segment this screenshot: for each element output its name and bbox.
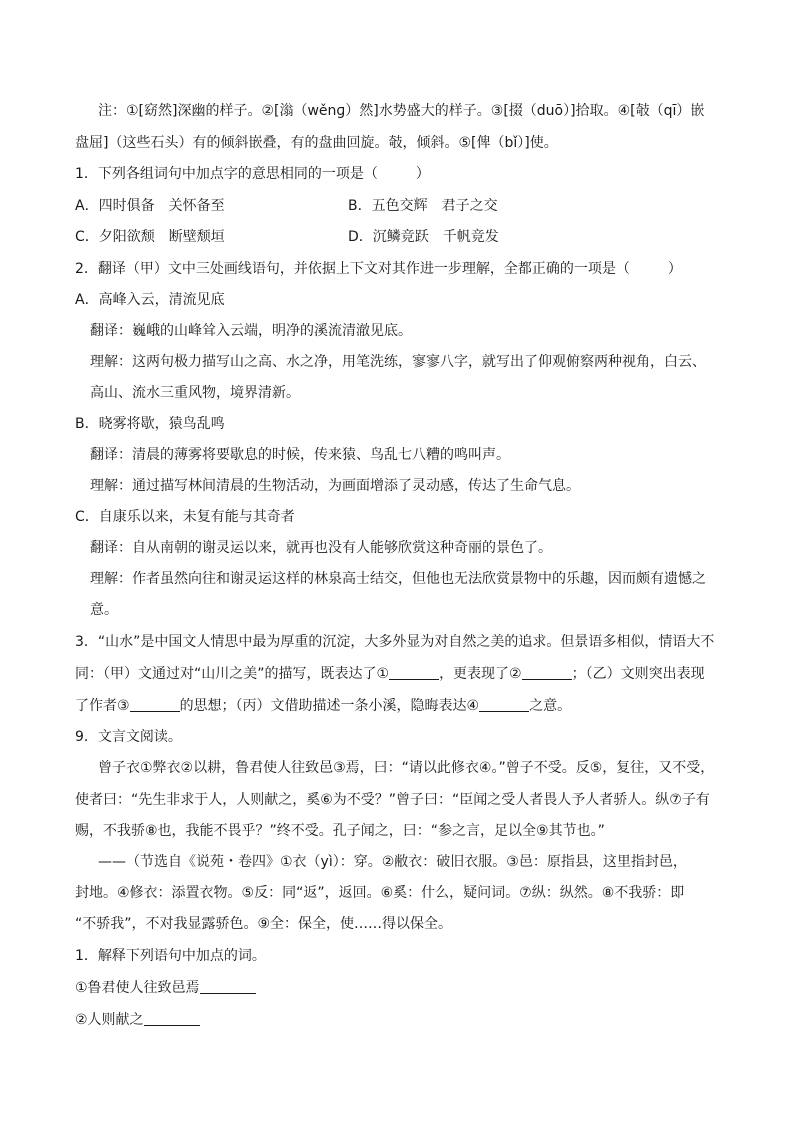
notes-line-1: 注：①[窈然]深幽的样子。②[滃（wěnɡ）然]水势盛大的样子。③[掇（duō）]拾取。④[攲（qī）嵌 [98,103,705,119]
question-2-option-b-translation: 翻译：清晨的薄雾将要歇息的时候，传来猿、鸟乱七八糟的鸣叫声。 [90,447,510,463]
question-1-option-d: D．沉鳞竞跃 千帆竞发 [348,229,499,245]
question-3-line-2: 同：（甲）文通过对“山川之美”的描写，既表达了① ，更表现了② ；（乙）文则突出表现 [75,666,705,682]
answer-blank-4[interactable] [479,697,529,712]
question-1-option-b: B．五色交辉 君子之交 [348,198,498,214]
passage-notes-line-3: “不骄我”，不对我显露骄色。⑨全：保全，使……得以保全。 [75,916,453,932]
question-2-option-a-translation: 翻译：巍峨的山峰耸入云端，明净的溪流清澈见底。 [90,323,412,339]
answer-blank-3[interactable] [130,697,180,712]
question-3-line-3: 了作者③ 的思想；（丙）文借助描述一条小溪，隐晦表达④ 之意。 [75,698,572,714]
notes-line-2: 盘屈]（这些石头）有的倾斜嵌叠，有的盘曲回旋。攲，倾斜。⑤[俾（bǐ）]使。 [75,135,558,151]
answer-blank-2[interactable] [522,665,572,680]
passage-notes-line-2: 封地。④修衣：添置衣物。⑤反：同“返”，返回。⑥奚：什么，疑问词。⑦纵：纵然。⑧不我骄：即 [75,885,685,901]
question-2-option-c-translation: 翻译：自从南朝的谢灵运以来，就再也没有人能够欣赏这种奇丽的景色了。 [90,540,552,556]
answer-blank-6[interactable] [144,1011,200,1026]
passage-notes-line-1: ——（节选自《说苑・卷四》①衣（yì）：穿。②敝衣：破旧衣服。③邑：原指县，这里指封邑， [98,854,687,870]
answer-blank-5[interactable] [200,979,256,994]
question-2-option-a-understanding-cont: 高山、流水三重风物，境界清新。 [90,385,300,401]
question-2-option-c-understanding-cont: 意。 [90,602,118,618]
section-9-question-1: 1．解释下列语句中加点的词。 [75,948,266,964]
passage-line-3: 赐，不我骄⑧也，我能不畏乎？”终不受。孔子闻之，曰：“参之言，足以全⑨其节也。” [75,823,605,839]
section-9-item-2: ②人则献之 [75,1010,735,1030]
question-2-option-a-understanding: 理解：这两句极力描写山之高、水之净，用笔洗练，寥寥八字，就写出了仰观俯察两种视角，白云、 [90,354,706,370]
question-1-option-c: C．夕阳欲颓 断壁颓垣 [75,229,225,245]
section-9-item-1: ①鲁君使人往致邑焉 [75,978,735,998]
passage-line-2: 使者曰：“先生非求于人，人则献之，奚⑥为不受？”曾子曰：“臣闻之受人者畏人予人者骄人。纵⑦子有 [75,792,710,808]
section-9-title: 9．文言文阅读。 [75,729,182,745]
answer-blank-1[interactable] [389,665,439,680]
question-2-option-a-label: A．高峰入云，清流见底 [75,292,225,308]
question-2-option-b-label: B．晓雾将歇，猿鸟乱鸣 [75,416,225,432]
question-2-option-b-understanding: 理解：通过描写林间清晨的生物活动，为画面增添了灵动感，传达了生命气息。 [90,478,580,494]
question-1-option-a: A．四时俱备 关怀备至 [75,198,225,214]
question-1-stem: 1．下列各组词句中加点字的意思相同的一项是（ ） [75,166,430,182]
passage-line-1: 曾子衣①弊衣②以耕，鲁君使人往致邑③焉，曰：“请以此修衣④。”曾子不受。反⑤，复往，又不受， [98,760,715,776]
question-2-stem: 2．翻译（甲）文中三处画线语句，并依据上下文对其作进一步理解，全都正确的一项是（ ） [75,261,682,277]
question-2-option-c-label: C．自康乐以来，未复有能与其奇者 [75,509,295,525]
question-2-option-c-understanding: 理解：作者虽然向往和谢灵运这样的林泉高士结交，但他也无法欣赏景物中的乐趣，因而颇有遗憾之 [90,571,706,587]
question-3-line-1: 3．“山水”是中国文人情思中最为厚重的沉淀，大多外显为对自然之美的追求。但景语多相似，情语大不 [75,634,715,650]
